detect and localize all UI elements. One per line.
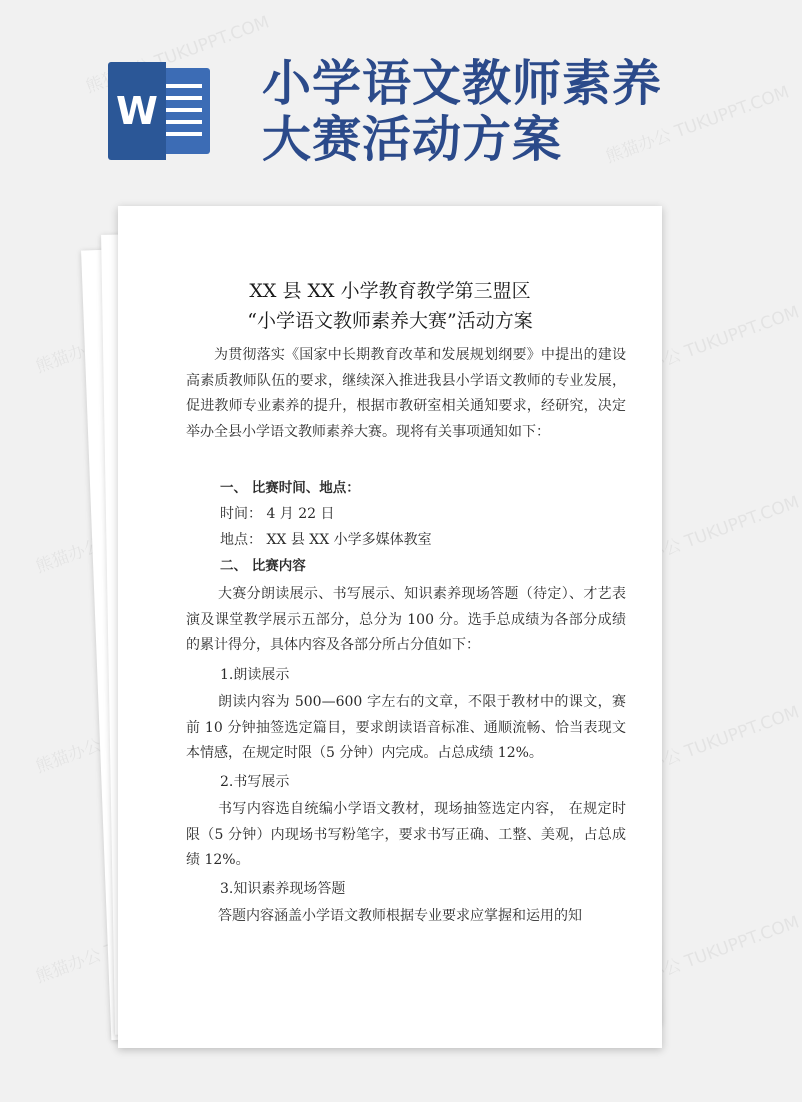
word-logo-letter: W	[116, 89, 158, 133]
item3-paragraph: 答题内容涵盖小学语文教师根据专业要求应掌握和运用的知	[218, 908, 582, 924]
watermark: 熊猫办公 TUKUPPT.COM	[613, 302, 802, 388]
watermark: 熊猫办公	[33, 735, 105, 778]
place-line: 地点： XX 县 XX 小学多媒体教室	[220, 532, 432, 548]
item1-paragraph: 朗读内容为 500—600 字左右的文章，不限于教材中的课文，赛前 10 分钟抽签选定篇目，要求朗读语音标准、通顺流畅、恰当表现文本情感，在规定时限（5 分钟）内完成。占总成绩 12%。	[186, 694, 626, 761]
word-logo-line	[166, 108, 202, 112]
watermark: 熊猫办公	[33, 335, 105, 378]
watermark: 熊猫办公	[33, 535, 105, 578]
page-title	[262, 56, 662, 168]
document-title-line1: XX 县 XX 小学教育教学第三盟区	[249, 280, 531, 302]
watermark: 熊猫办公 TUKUPPT.COM	[83, 12, 273, 98]
item2-paragraph: 书写内容选自统编小学语文教材，现场抽签选定内容， 在规定时限（5 分钟）内现场书写粉笔字，要求书写正确、工整、美观，占总成绩 12%。	[186, 801, 626, 868]
item1-title: 1.朗读展示	[220, 667, 290, 683]
section2-heading: 二、 比赛内容	[220, 558, 306, 574]
word-document-icon	[108, 62, 210, 160]
section2-paragraph: 大赛分朗读展示、书写展示、知识素养现场答题（待定）、才艺表演及课堂教学展示五部分，总分为 100 分。选手总成绩为各部分成绩的累计得分，具体内容及各部分所占分值如下：	[186, 586, 626, 653]
watermark: 熊猫办公 TUKUPPT.COM	[613, 492, 802, 578]
watermark: 熊猫办公 TUKUPPT.COM	[613, 702, 802, 788]
word-logo-line	[166, 120, 202, 124]
watermark: 熊猫办公 TUKUPPT.COM	[613, 912, 802, 998]
intro-paragraph: 为贯彻落实《国家中长期教育改革和发展规划纲要》中提出的建设高素质教师队伍的要求，继续深入推进我县小学语文教师的专业发展，促进教师专业素养的提升，根据市教研室相关通知要求，经研究，决定举办全县小学语文教师素养大赛。现将有关事项通知如下：	[186, 347, 626, 440]
page-title-line1: 小学语文教师素养	[262, 55, 663, 112]
watermark: 熊猫办公 TUKUPPT.COM	[603, 82, 793, 168]
item2-title: 2.书写展示	[220, 774, 290, 790]
watermark: 熊猫办公	[33, 945, 105, 988]
document-page	[118, 206, 662, 1048]
time-line: 时间： 4 月 22 日	[220, 506, 335, 522]
word-logo-line	[166, 96, 202, 100]
word-logo-line	[166, 132, 202, 136]
section1-heading: 一、 比赛时间、地点：	[220, 480, 360, 496]
document-title-line2: “小学语文教师素养大赛”活动方案	[247, 310, 533, 332]
page-title-line2: 大赛活动方案	[262, 111, 563, 168]
item3-title: 3.知识素养现场答题	[220, 881, 346, 897]
word-logo-line	[166, 84, 202, 88]
word-logo-front	[108, 62, 166, 160]
